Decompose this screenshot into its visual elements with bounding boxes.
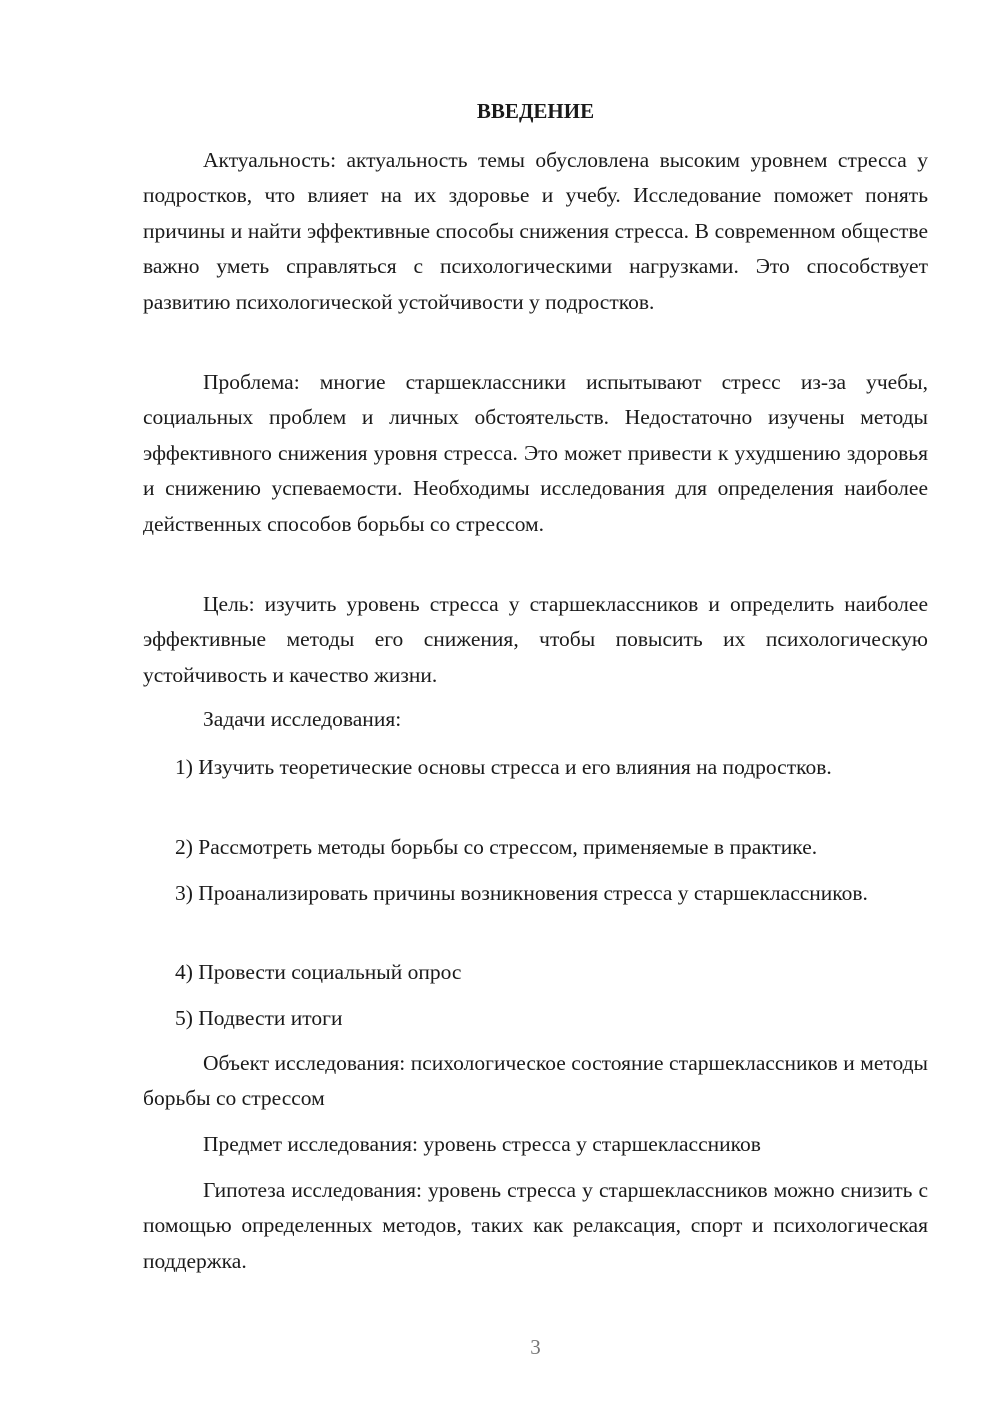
- task-item-5: 5) Подвести итоги: [175, 1006, 343, 1030]
- task-item-3: 3) Проанализировать причины возникновения стресса у старшеклассников.: [175, 881, 868, 905]
- tasks-heading: Задачи исследования:: [203, 707, 402, 731]
- document-page: [143, 0, 928, 1414]
- object-paragraph: Объект исследования: психологическое состояние старшеклассников и методы борьбы со стрессом: [143, 1051, 928, 1111]
- task-item-2: 2) Рассмотреть методы борьбы со стрессом, применяемые в практике.: [175, 835, 818, 859]
- section-title: ВВЕДЕНИЕ: [476, 99, 595, 123]
- relevance-paragraph: Актуальность: актуальность темы обусловлена высоким уровнем стресса у подростков, что влияет на их здоровье и учебу. Исследование поможет понять причины и найти эффективные способы снижения стресса. В современном обществе важно уметь справляться с психологическими нагрузками. Это способствует развитию психологической устойчивости у подростков.: [143, 148, 928, 314]
- subject-paragraph: Предмет исследования: уровень стресса у старшеклассников: [203, 1132, 761, 1156]
- page-number: 3: [530, 1335, 541, 1359]
- problem-paragraph: Проблема: многие старшеклассники испытывают стресс из-за учебы, социальных проблем и личных обстоятельств. Недостаточно изучены методы эффективного снижения уровня стресса. Это может привести к ухудшению здоровья и снижению успеваемости. Необходимы исследования для определения наиболее действенных способов борьбы со стрессом.: [143, 370, 928, 536]
- task-item-4: 4) Провести социальный опрос: [175, 960, 462, 984]
- hypothesis-paragraph: Гипотеза исследования: уровень стресса у старшеклассников можно снизить с помощью определенных методов, таких как релаксация, спорт и психологическая поддержка.: [143, 1178, 928, 1273]
- goal-paragraph: Цель: изучить уровень стресса у старшеклассников и определить наиболее эффективные методы его снижения, чтобы повысить их психологическую устойчивость и качество жизни.: [143, 592, 928, 687]
- task-item-1: 1) Изучить теоретические основы стресса и его влияния на подростков.: [175, 755, 832, 779]
